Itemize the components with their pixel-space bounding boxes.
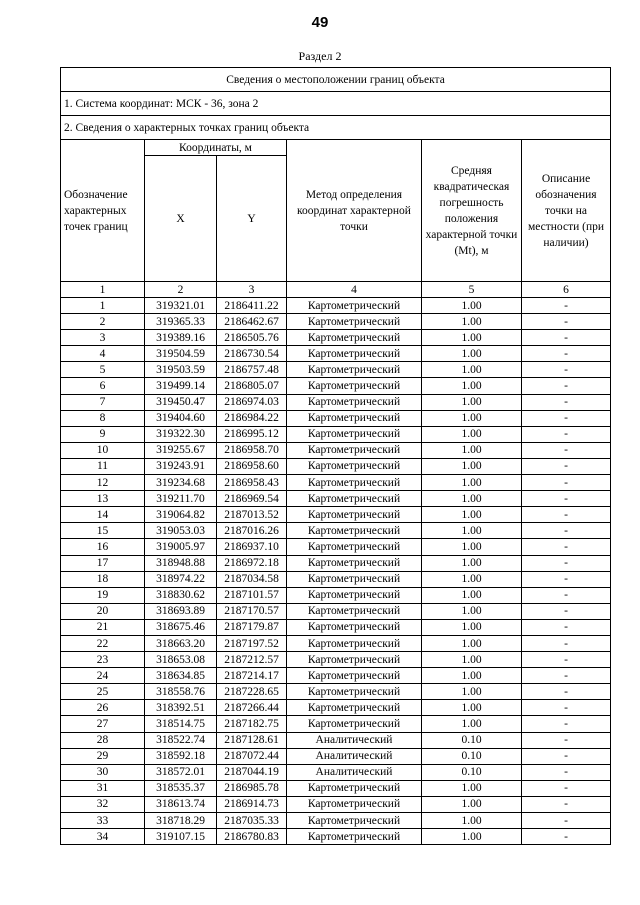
table-row <box>61 442 611 458</box>
y-coordinate-cell: 2186757.48 <box>217 362 287 378</box>
x-coordinate-cell: 318653.08 <box>145 652 217 668</box>
x-coordinate-cell: 319499.14 <box>145 378 217 394</box>
error-cell: 1.00 <box>422 426 522 442</box>
point-id-cell: 30 <box>61 764 145 780</box>
table-row <box>61 571 611 587</box>
point-id-cell: 1 <box>61 298 145 314</box>
column-number: 3 <box>217 282 287 298</box>
error-cell: 1.00 <box>422 813 522 829</box>
x-coordinate-cell: 319504.59 <box>145 346 217 362</box>
table-row <box>61 700 611 716</box>
error-cell: 1.00 <box>422 394 522 410</box>
x-coordinate-cell: 318675.46 <box>145 619 217 635</box>
y-coordinate-cell: 2186730.54 <box>217 346 287 362</box>
method-cell: Картометрический <box>287 780 422 796</box>
method-cell: Картометрический <box>287 539 422 555</box>
error-cell: 1.00 <box>422 475 522 491</box>
description-cell: - <box>522 684 611 700</box>
page-number: 49 <box>311 14 329 31</box>
x-coordinate-cell: 318592.18 <box>145 748 217 764</box>
method-cell: Картометрический <box>287 684 422 700</box>
method-cell: Картометрический <box>287 346 422 362</box>
table-row <box>61 635 611 651</box>
table-row <box>61 684 611 700</box>
table-row <box>61 555 611 571</box>
description-cell: - <box>522 298 611 314</box>
point-id-cell: 22 <box>61 635 145 651</box>
x-coordinate-cell: 319389.16 <box>145 330 217 346</box>
table-row <box>61 378 611 394</box>
table-row <box>61 394 611 410</box>
method-cell: Картометрический <box>287 378 422 394</box>
method-cell: Аналитический <box>287 764 422 780</box>
error-cell: 1.00 <box>422 507 522 523</box>
error-cell: 1.00 <box>422 619 522 635</box>
x-coordinate-cell: 319404.60 <box>145 410 217 426</box>
method-cell: Аналитический <box>287 732 422 748</box>
error-cell: 1.00 <box>422 298 522 314</box>
error-cell: 1.00 <box>422 796 522 812</box>
description-cell: - <box>522 668 611 684</box>
column-number: 6 <box>522 282 611 298</box>
error-cell: 1.00 <box>422 378 522 394</box>
x-coordinate-cell: 319255.67 <box>145 442 217 458</box>
table-row <box>61 330 611 346</box>
table-row <box>61 475 611 491</box>
error-cell: 0.10 <box>422 748 522 764</box>
description-cell: - <box>522 813 611 829</box>
description-cell: - <box>522 652 611 668</box>
method-cell: Картометрический <box>287 587 422 603</box>
method-cell: Картометрический <box>287 507 422 523</box>
table-row <box>61 426 611 442</box>
table-row <box>61 314 611 330</box>
description-cell: - <box>522 748 611 764</box>
y-coordinate-cell: 2186985.78 <box>217 780 287 796</box>
error-cell: 1.00 <box>422 442 522 458</box>
point-id-cell: 25 <box>61 684 145 700</box>
header-coordinates: Координаты, м <box>145 140 287 156</box>
description-cell: - <box>522 571 611 587</box>
description-cell: - <box>522 362 611 378</box>
y-coordinate-cell: 2186462.67 <box>217 314 287 330</box>
description-cell: - <box>522 378 611 394</box>
method-cell: Картометрический <box>287 394 422 410</box>
y-coordinate-cell: 2187128.61 <box>217 732 287 748</box>
method-cell: Картометрический <box>287 475 422 491</box>
description-cell: - <box>522 555 611 571</box>
x-coordinate-cell: 318974.22 <box>145 571 217 587</box>
y-coordinate-cell: 2187179.87 <box>217 619 287 635</box>
point-id-cell: 34 <box>61 829 145 845</box>
method-cell: Картометрический <box>287 829 422 845</box>
error-cell: 1.00 <box>422 346 522 362</box>
method-cell: Картометрический <box>287 458 422 474</box>
description-cell: - <box>522 764 611 780</box>
column-number: 1 <box>61 282 145 298</box>
point-id-cell: 10 <box>61 442 145 458</box>
description-cell: - <box>522 829 611 845</box>
y-coordinate-cell: 2186969.54 <box>217 491 287 507</box>
method-cell: Картометрический <box>287 700 422 716</box>
method-cell: Картометрический <box>287 555 422 571</box>
error-cell: 1.00 <box>422 780 522 796</box>
table-row <box>61 587 611 603</box>
x-coordinate-cell: 318572.01 <box>145 764 217 780</box>
point-id-cell: 19 <box>61 587 145 603</box>
header-x: X <box>145 156 217 282</box>
description-cell: - <box>522 314 611 330</box>
x-coordinate-cell: 319064.82 <box>145 507 217 523</box>
description-cell: - <box>522 426 611 442</box>
y-coordinate-cell: 2187016.26 <box>217 523 287 539</box>
method-cell: Картометрический <box>287 635 422 651</box>
description-cell: - <box>522 410 611 426</box>
y-coordinate-cell: 2187266.44 <box>217 700 287 716</box>
y-coordinate-cell: 2186958.70 <box>217 442 287 458</box>
point-id-cell: 21 <box>61 619 145 635</box>
x-coordinate-cell: 319243.91 <box>145 458 217 474</box>
point-id-cell: 23 <box>61 652 145 668</box>
x-coordinate-cell: 319365.33 <box>145 314 217 330</box>
point-id-cell: 17 <box>61 555 145 571</box>
point-id-cell: 16 <box>61 539 145 555</box>
point-id-cell: 11 <box>61 458 145 474</box>
point-id-cell: 8 <box>61 410 145 426</box>
description-cell: - <box>522 780 611 796</box>
table-title: Сведения о местоположении границ объекта <box>61 68 611 92</box>
method-cell: Картометрический <box>287 619 422 635</box>
table-row <box>61 748 611 764</box>
point-id-cell: 4 <box>61 346 145 362</box>
y-coordinate-cell: 2187197.52 <box>217 635 287 651</box>
header-y: Y <box>217 156 287 282</box>
error-cell: 1.00 <box>422 314 522 330</box>
x-coordinate-cell: 319053.03 <box>145 523 217 539</box>
description-cell: - <box>522 330 611 346</box>
description-cell: - <box>522 796 611 812</box>
table-row <box>61 298 611 314</box>
x-coordinate-cell: 318718.29 <box>145 813 217 829</box>
point-id-cell: 2 <box>61 314 145 330</box>
y-coordinate-cell: 2187013.52 <box>217 507 287 523</box>
table-row <box>61 619 611 635</box>
x-coordinate-cell: 319321.01 <box>145 298 217 314</box>
error-cell: 1.00 <box>422 684 522 700</box>
error-cell: 1.00 <box>422 539 522 555</box>
description-cell: - <box>522 458 611 474</box>
boundary-points-table <box>60 67 611 845</box>
error-cell: 1.00 <box>422 410 522 426</box>
description-cell: - <box>522 700 611 716</box>
points-heading: 2. Сведения о характерных точках границ объекта <box>61 116 611 140</box>
table-row <box>61 507 611 523</box>
x-coordinate-cell: 318663.20 <box>145 635 217 651</box>
error-cell: 1.00 <box>422 330 522 346</box>
column-number: 2 <box>145 282 217 298</box>
table-row <box>61 603 611 619</box>
table-row <box>61 362 611 378</box>
method-cell: Картометрический <box>287 442 422 458</box>
method-cell: Картометрический <box>287 298 422 314</box>
table-row <box>61 346 611 362</box>
x-coordinate-cell: 318693.89 <box>145 603 217 619</box>
error-cell: 1.00 <box>422 700 522 716</box>
section-title: Раздел 2 <box>298 49 342 63</box>
header-description: Описание обозначения точки на местности (при наличии) <box>522 140 611 282</box>
point-id-cell: 32 <box>61 796 145 812</box>
y-coordinate-cell: 2186958.60 <box>217 458 287 474</box>
point-id-cell: 14 <box>61 507 145 523</box>
x-coordinate-cell: 318613.74 <box>145 796 217 812</box>
point-id-cell: 15 <box>61 523 145 539</box>
column-numbers-row <box>61 282 611 298</box>
y-coordinate-cell: 2187170.57 <box>217 603 287 619</box>
point-id-cell: 28 <box>61 732 145 748</box>
point-id-cell: 33 <box>61 813 145 829</box>
table-row <box>61 539 611 555</box>
point-id-cell: 7 <box>61 394 145 410</box>
error-cell: 1.00 <box>422 587 522 603</box>
error-cell: 1.00 <box>422 635 522 651</box>
description-cell: - <box>522 507 611 523</box>
table-body <box>61 298 611 845</box>
method-cell: Картометрический <box>287 603 422 619</box>
y-coordinate-cell: 2187034.58 <box>217 571 287 587</box>
error-cell: 1.00 <box>422 716 522 732</box>
x-coordinate-cell: 319234.68 <box>145 475 217 491</box>
y-coordinate-cell: 2187214.17 <box>217 668 287 684</box>
point-id-cell: 6 <box>61 378 145 394</box>
error-cell: 1.00 <box>422 555 522 571</box>
description-cell: - <box>522 732 611 748</box>
x-coordinate-cell: 319503.59 <box>145 362 217 378</box>
point-id-cell: 5 <box>61 362 145 378</box>
method-cell: Картометрический <box>287 491 422 507</box>
x-coordinate-cell: 319107.15 <box>145 829 217 845</box>
error-cell: 1.00 <box>422 603 522 619</box>
point-id-cell: 9 <box>61 426 145 442</box>
method-cell: Картометрический <box>287 362 422 378</box>
x-coordinate-cell: 318514.75 <box>145 716 217 732</box>
description-cell: - <box>522 346 611 362</box>
x-coordinate-cell: 319005.97 <box>145 539 217 555</box>
table-row <box>61 813 611 829</box>
header-method: Метод определения координат характерной точки <box>287 140 422 282</box>
description-cell: - <box>522 442 611 458</box>
y-coordinate-cell: 2186974.03 <box>217 394 287 410</box>
method-cell: Картометрический <box>287 330 422 346</box>
method-cell: Картометрический <box>287 571 422 587</box>
x-coordinate-cell: 318522.74 <box>145 732 217 748</box>
description-cell: - <box>522 716 611 732</box>
y-coordinate-cell: 2186805.07 <box>217 378 287 394</box>
point-id-cell: 26 <box>61 700 145 716</box>
y-coordinate-cell: 2186914.73 <box>217 796 287 812</box>
y-coordinate-cell: 2187072.44 <box>217 748 287 764</box>
description-cell: - <box>522 491 611 507</box>
y-coordinate-cell: 2187212.57 <box>217 652 287 668</box>
table-row <box>61 764 611 780</box>
header-error: Средняя квадратическая погрешность положения характерной точки (Mt), м <box>422 140 522 282</box>
description-cell: - <box>522 619 611 635</box>
x-coordinate-cell: 318830.62 <box>145 587 217 603</box>
column-number: 5 <box>422 282 522 298</box>
table-row <box>61 829 611 845</box>
y-coordinate-cell: 2186780.83 <box>217 829 287 845</box>
point-id-cell: 31 <box>61 780 145 796</box>
method-cell: Картометрический <box>287 314 422 330</box>
method-cell: Картометрический <box>287 716 422 732</box>
method-cell: Картометрический <box>287 426 422 442</box>
point-id-cell: 29 <box>61 748 145 764</box>
table-row <box>61 523 611 539</box>
error-cell: 1.00 <box>422 362 522 378</box>
method-cell: Картометрический <box>287 523 422 539</box>
y-coordinate-cell: 2186972.18 <box>217 555 287 571</box>
table-row <box>61 796 611 812</box>
y-coordinate-cell: 2186984.22 <box>217 410 287 426</box>
point-id-cell: 13 <box>61 491 145 507</box>
point-id-cell: 3 <box>61 330 145 346</box>
header-point: Обозначение характерных точек границ <box>61 140 145 282</box>
description-cell: - <box>522 394 611 410</box>
y-coordinate-cell: 2186411.22 <box>217 298 287 314</box>
table-row <box>61 458 611 474</box>
x-coordinate-cell: 318392.51 <box>145 700 217 716</box>
table-row <box>61 780 611 796</box>
table-row <box>61 491 611 507</box>
y-coordinate-cell: 2186958.43 <box>217 475 287 491</box>
coordinate-system: 1. Система координат: МСК - 36, зона 2 <box>61 92 611 116</box>
table-row <box>61 410 611 426</box>
error-cell: 0.10 <box>422 764 522 780</box>
x-coordinate-cell: 319211.70 <box>145 491 217 507</box>
column-number: 4 <box>287 282 422 298</box>
method-cell: Картометрический <box>287 813 422 829</box>
error-cell: 1.00 <box>422 523 522 539</box>
description-cell: - <box>522 587 611 603</box>
point-id-cell: 24 <box>61 668 145 684</box>
table-row <box>61 668 611 684</box>
method-cell: Картометрический <box>287 410 422 426</box>
table-row <box>61 716 611 732</box>
point-id-cell: 12 <box>61 475 145 491</box>
y-coordinate-cell: 2186937.10 <box>217 539 287 555</box>
y-coordinate-cell: 2186995.12 <box>217 426 287 442</box>
y-coordinate-cell: 2187101.57 <box>217 587 287 603</box>
x-coordinate-cell: 318535.37 <box>145 780 217 796</box>
x-coordinate-cell: 319450.47 <box>145 394 217 410</box>
table-row <box>61 732 611 748</box>
x-coordinate-cell: 319322.30 <box>145 426 217 442</box>
point-id-cell: 27 <box>61 716 145 732</box>
x-coordinate-cell: 318558.76 <box>145 684 217 700</box>
table-row <box>61 652 611 668</box>
x-coordinate-cell: 318634.85 <box>145 668 217 684</box>
error-cell: 1.00 <box>422 491 522 507</box>
y-coordinate-cell: 2186505.76 <box>217 330 287 346</box>
error-cell: 1.00 <box>422 571 522 587</box>
description-cell: - <box>522 539 611 555</box>
point-id-cell: 18 <box>61 571 145 587</box>
description-cell: - <box>522 523 611 539</box>
description-cell: - <box>522 603 611 619</box>
error-cell: 0.10 <box>422 732 522 748</box>
y-coordinate-cell: 2187182.75 <box>217 716 287 732</box>
y-coordinate-cell: 2187044.19 <box>217 764 287 780</box>
point-id-cell: 20 <box>61 603 145 619</box>
method-cell: Картометрический <box>287 668 422 684</box>
y-coordinate-cell: 2187228.65 <box>217 684 287 700</box>
error-cell: 1.00 <box>422 829 522 845</box>
description-cell: - <box>522 475 611 491</box>
description-cell: - <box>522 635 611 651</box>
method-cell: Картометрический <box>287 652 422 668</box>
method-cell: Аналитический <box>287 748 422 764</box>
error-cell: 1.00 <box>422 668 522 684</box>
error-cell: 1.00 <box>422 458 522 474</box>
error-cell: 1.00 <box>422 652 522 668</box>
y-coordinate-cell: 2187035.33 <box>217 813 287 829</box>
method-cell: Картометрический <box>287 796 422 812</box>
x-coordinate-cell: 318948.88 <box>145 555 217 571</box>
